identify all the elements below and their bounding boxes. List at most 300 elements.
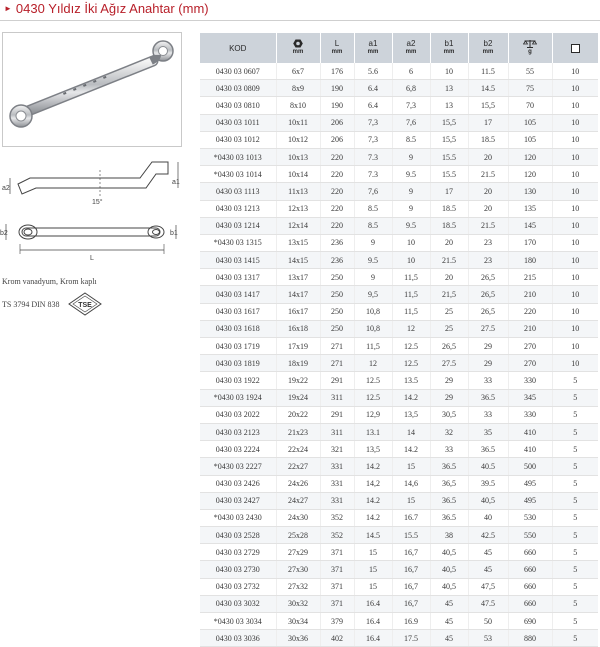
table-row[interactable] — [200, 131, 598, 148]
cell-size: 16x18 — [276, 320, 320, 337]
col-header-a1[interactable] — [354, 33, 392, 63]
table-row[interactable] — [200, 97, 598, 114]
cell-weight: 120 — [508, 166, 552, 183]
table-row[interactable] — [200, 63, 598, 80]
table-row[interactable] — [200, 423, 598, 440]
cell-b1: 21,5 — [430, 286, 468, 303]
cell-a1: 12,9 — [354, 406, 392, 423]
cell-length: 371 — [320, 544, 354, 561]
cell-b2: 20 — [468, 200, 508, 217]
cell-size: 22x24 — [276, 441, 320, 458]
table-row[interactable] — [200, 114, 598, 131]
cell-b2: 23 — [468, 252, 508, 269]
technical-drawing — [0, 150, 186, 262]
table-row[interactable] — [200, 303, 598, 320]
cell-b2: 35 — [468, 423, 508, 440]
cell-package-qty: 10 — [552, 166, 598, 183]
cell-a2: 6 — [392, 63, 430, 80]
cell-package-qty: 10 — [552, 303, 598, 320]
cell-b1: 26,5 — [430, 338, 468, 355]
table-row[interactable] — [200, 200, 598, 217]
cell-a1: 8.5 — [354, 200, 392, 217]
col-header-unit: mm — [443, 49, 455, 55]
cell-length: 271 — [320, 338, 354, 355]
cell-length: 206 — [320, 131, 354, 148]
cell-a2: 10 — [392, 252, 430, 269]
cell-size: 24x30 — [276, 509, 320, 526]
material-note: Krom vanadyum, Krom kaplı — [2, 277, 97, 286]
cell-weight: 105 — [508, 114, 552, 131]
cell-a2: 16,7 — [392, 544, 430, 561]
cell-a1: 12.5 — [354, 372, 392, 389]
cell-b2: 26,5 — [468, 303, 508, 320]
cell-weight: 530 — [508, 509, 552, 526]
table-row[interactable] — [200, 252, 598, 269]
cell-a1: 6.4 — [354, 97, 392, 114]
cell-a1: 16.4 — [354, 630, 392, 647]
col-header-unit: mm — [482, 49, 494, 55]
cell-a2: 13.5 — [392, 372, 430, 389]
cell-a1: 6.4 — [354, 80, 392, 97]
cell-kod: 0430 03 2427 — [200, 492, 276, 509]
cell-package-qty: 10 — [552, 234, 598, 251]
dim-angle-label: 15° — [92, 199, 103, 206]
table-row[interactable] — [200, 148, 598, 165]
cell-a2: 9 — [392, 148, 430, 165]
cell-b2: 45 — [468, 544, 508, 561]
cell-kod: *0430 03 2227 — [200, 458, 276, 475]
cell-length: 220 — [320, 200, 354, 217]
col-header-unit: g — [528, 49, 532, 55]
cell-size: 27x29 — [276, 544, 320, 561]
cell-a2: 12 — [392, 320, 430, 337]
cell-b2: 21.5 — [468, 166, 508, 183]
cell-kod: 0430 03 1011 — [200, 114, 276, 131]
cell-weight: 660 — [508, 578, 552, 595]
cell-b1: 25 — [430, 303, 468, 320]
cell-package-qty: 10 — [552, 97, 598, 114]
cell-length: 331 — [320, 458, 354, 475]
cell-kod: 0430 03 1113 — [200, 183, 276, 200]
cell-b1: 33 — [430, 441, 468, 458]
table-row[interactable] — [200, 286, 598, 303]
table-row[interactable] — [200, 475, 598, 492]
table-row[interactable] — [200, 320, 598, 337]
cell-size: 19x22 — [276, 372, 320, 389]
cell-a1: 14,2 — [354, 475, 392, 492]
tse-certification-icon — [68, 292, 102, 316]
cell-b1: 15.5 — [430, 166, 468, 183]
cell-b2: 42.5 — [468, 527, 508, 544]
col-header-label: a2 — [406, 39, 416, 48]
cell-weight: 75 — [508, 80, 552, 97]
cell-length: 176 — [320, 63, 354, 80]
cell-b2: 29 — [468, 338, 508, 355]
cell-a2: 17.5 — [392, 630, 430, 647]
cell-b2: 23 — [468, 234, 508, 251]
cell-size: 18x19 — [276, 355, 320, 372]
cell-weight: 105 — [508, 131, 552, 148]
cell-a2: 12.5 — [392, 338, 430, 355]
cell-weight: 550 — [508, 527, 552, 544]
cell-kod: 0430 03 2732 — [200, 578, 276, 595]
cell-a2: 14 — [392, 423, 430, 440]
cell-weight: 660 — [508, 561, 552, 578]
cell-a1: 7.3 — [354, 166, 392, 183]
cell-b2: 40,5 — [468, 492, 508, 509]
cell-length: 206 — [320, 114, 354, 131]
cell-weight: 410 — [508, 441, 552, 458]
cell-b1: 29 — [430, 372, 468, 389]
cell-length: 352 — [320, 527, 354, 544]
cell-b1: 20 — [430, 234, 468, 251]
cell-package-qty: 5 — [552, 613, 598, 630]
cell-b1: 10 — [430, 63, 468, 80]
cell-b2: 40 — [468, 509, 508, 526]
col-header-unit: mm — [292, 49, 304, 55]
cell-kod: 0430 03 1012 — [200, 131, 276, 148]
cell-length: 250 — [320, 320, 354, 337]
cell-a1: 7,3 — [354, 131, 392, 148]
cell-b2: 26,5 — [468, 269, 508, 286]
cell-a2: 16,7 — [392, 595, 430, 612]
col-header-size[interactable] — [276, 33, 320, 63]
cell-weight: 70 — [508, 97, 552, 114]
cell-kod: 0430 03 0607 — [200, 63, 276, 80]
cell-package-qty: 5 — [552, 509, 598, 526]
col-header-unit: mm — [331, 49, 343, 55]
standard-note: TS 3794 DIN 838 — [2, 300, 60, 309]
cell-b1: 13 — [430, 97, 468, 114]
cell-a1: 5.6 — [354, 63, 392, 80]
cell-length: 371 — [320, 578, 354, 595]
cell-b1: 36.5 — [430, 509, 468, 526]
cell-package-qty: 10 — [552, 320, 598, 337]
cell-weight: 210 — [508, 286, 552, 303]
col-header-unit: mm — [367, 49, 379, 55]
cell-a1: 9 — [354, 269, 392, 286]
cell-kod: 0430 03 1317 — [200, 269, 276, 286]
cell-package-qty: 10 — [552, 114, 598, 131]
spec-table — [200, 33, 598, 647]
cell-kod: 0430 03 2730 — [200, 561, 276, 578]
cell-a1: 9 — [354, 234, 392, 251]
cell-b1: 36.5 — [430, 492, 468, 509]
cell-b2: 26,5 — [468, 286, 508, 303]
cell-kod: 0430 03 3036 — [200, 630, 276, 647]
cell-b1: 13 — [430, 80, 468, 97]
hex-nut-icon — [293, 39, 303, 48]
table-row[interactable] — [200, 183, 598, 200]
cell-weight: 120 — [508, 148, 552, 165]
table-row[interactable] — [200, 509, 598, 526]
table-row[interactable] — [200, 544, 598, 561]
cell-b1: 17 — [430, 183, 468, 200]
cell-b1: 25 — [430, 320, 468, 337]
cell-package-qty: 5 — [552, 458, 598, 475]
table-row[interactable] — [200, 234, 598, 251]
cell-a1: 12.5 — [354, 389, 392, 406]
cell-kod: 0430 03 1618 — [200, 320, 276, 337]
table-row[interactable] — [200, 561, 598, 578]
cell-a2: 7,3 — [392, 97, 430, 114]
cell-b1: 45 — [430, 630, 468, 647]
cell-b1: 27.5 — [430, 355, 468, 372]
cell-length: 331 — [320, 475, 354, 492]
cell-kod: 0430 03 1719 — [200, 338, 276, 355]
cell-kod: 0430 03 1214 — [200, 217, 276, 234]
cell-a2: 6,8 — [392, 80, 430, 97]
cell-b1: 20 — [430, 269, 468, 286]
cell-a1: 15 — [354, 578, 392, 595]
cell-a2: 9.5 — [392, 166, 430, 183]
cell-length: 220 — [320, 217, 354, 234]
col-header-label: b2 — [483, 39, 493, 48]
cell-length: 220 — [320, 148, 354, 165]
cell-b2: 20 — [468, 183, 508, 200]
cell-kod: *0430 03 1013 — [200, 148, 276, 165]
cell-length: 352 — [320, 509, 354, 526]
cell-a2: 16,7 — [392, 578, 430, 595]
cell-a1: 8.5 — [354, 217, 392, 234]
cell-size: 13x17 — [276, 269, 320, 286]
table-row[interactable] — [200, 441, 598, 458]
cell-size: 20x22 — [276, 406, 320, 423]
table-row[interactable] — [200, 527, 598, 544]
cell-weight: 330 — [508, 372, 552, 389]
cell-a1: 15 — [354, 544, 392, 561]
cell-size: 30x36 — [276, 630, 320, 647]
cell-a2: 11,5 — [392, 286, 430, 303]
cell-package-qty: 5 — [552, 423, 598, 440]
cell-a2: 16.7 — [392, 509, 430, 526]
cell-a1: 16.4 — [354, 595, 392, 612]
bullet-arrow-icon: ► — [4, 4, 12, 13]
wrench-dimension-diagram — [0, 150, 186, 262]
cell-b2: 47.5 — [468, 595, 508, 612]
cell-package-qty: 5 — [552, 578, 598, 595]
cell-a1: 16.4 — [354, 613, 392, 630]
table-row[interactable] — [200, 630, 598, 647]
cell-b1: 21.5 — [430, 252, 468, 269]
cell-a2: 14.2 — [392, 389, 430, 406]
cell-package-qty: 5 — [552, 595, 598, 612]
cell-b1: 40,5 — [430, 544, 468, 561]
spec-table-body — [200, 63, 598, 647]
cell-package-qty: 10 — [552, 63, 598, 80]
cell-a2: 8.5 — [392, 131, 430, 148]
cell-package-qty: 5 — [552, 389, 598, 406]
table-row[interactable] — [200, 80, 598, 97]
cell-kod: 0430 03 2528 — [200, 527, 276, 544]
cell-size: 24x26 — [276, 475, 320, 492]
cell-size: 8x9 — [276, 80, 320, 97]
cell-package-qty: 10 — [552, 355, 598, 372]
cell-length: 250 — [320, 269, 354, 286]
cell-kod: 0430 03 2224 — [200, 441, 276, 458]
cell-kod: *0430 03 3034 — [200, 613, 276, 630]
cell-size: 19x24 — [276, 389, 320, 406]
cell-b1: 15.5 — [430, 148, 468, 165]
page-title — [4, 0, 209, 20]
cell-package-qty: 5 — [552, 372, 598, 389]
page-title-text: 0430 Yıldız İki Ağız Anahtar (mm) — [15, 1, 209, 16]
cell-package-qty: 5 — [552, 630, 598, 647]
table-row[interactable] — [200, 406, 598, 423]
cell-b1: 15,5 — [430, 131, 468, 148]
cell-a2: 16,7 — [392, 561, 430, 578]
table-row[interactable] — [200, 355, 598, 372]
cell-a2: 15 — [392, 458, 430, 475]
table-header-row — [200, 33, 598, 63]
cell-weight: 270 — [508, 338, 552, 355]
cell-weight: 495 — [508, 492, 552, 509]
cell-package-qty: 10 — [552, 286, 598, 303]
cell-a2: 7,6 — [392, 114, 430, 131]
cell-b2: 11.5 — [468, 63, 508, 80]
cell-weight: 500 — [508, 458, 552, 475]
cell-b2: 29 — [468, 355, 508, 372]
cell-a1: 14.2 — [354, 509, 392, 526]
table-row[interactable] — [200, 613, 598, 630]
cell-package-qty: 5 — [552, 441, 598, 458]
cell-a2: 14.2 — [392, 441, 430, 458]
cell-length: 311 — [320, 423, 354, 440]
col-header-b2[interactable] — [468, 33, 508, 63]
cell-size: 30x34 — [276, 613, 320, 630]
cell-b2: 20 — [468, 148, 508, 165]
table-row[interactable] — [200, 269, 598, 286]
cell-a1: 13,5 — [354, 441, 392, 458]
cell-a2: 9 — [392, 183, 430, 200]
cell-kod: 0430 03 3032 — [200, 595, 276, 612]
cell-b1: 45 — [430, 595, 468, 612]
cell-package-qty: 10 — [552, 131, 598, 148]
table-row[interactable] — [200, 578, 598, 595]
cell-size: 13x15 — [276, 234, 320, 251]
cell-a1: 10,8 — [354, 303, 392, 320]
cell-b2: 36.5 — [468, 389, 508, 406]
cell-a2: 14,6 — [392, 475, 430, 492]
cell-weight: 135 — [508, 200, 552, 217]
cell-size: 12x14 — [276, 217, 320, 234]
table-row[interactable] — [200, 492, 598, 509]
col-header-b1[interactable] — [430, 33, 468, 63]
cell-length: 321 — [320, 441, 354, 458]
table-row[interactable] — [200, 166, 598, 183]
cell-b2: 39.5 — [468, 475, 508, 492]
cell-kod: 0430 03 1213 — [200, 200, 276, 217]
cell-size: 22x27 — [276, 458, 320, 475]
tse-logo — [68, 292, 102, 316]
cell-kod: 0430 03 1819 — [200, 355, 276, 372]
cell-length: 271 — [320, 355, 354, 372]
cell-b2: 21.5 — [468, 217, 508, 234]
table-row[interactable] — [200, 389, 598, 406]
cell-b1: 38 — [430, 527, 468, 544]
cell-b2: 18.5 — [468, 131, 508, 148]
cell-length: 291 — [320, 372, 354, 389]
col-header-unit: mm — [405, 49, 417, 55]
table-row[interactable] — [200, 458, 598, 475]
cell-length: 331 — [320, 492, 354, 509]
cell-kod: 0430 03 2426 — [200, 475, 276, 492]
cell-size: 6x7 — [276, 63, 320, 80]
cell-b2: 27.5 — [468, 320, 508, 337]
cell-length: 190 — [320, 97, 354, 114]
cell-a1: 7,3 — [354, 114, 392, 131]
table-row[interactable] — [200, 372, 598, 389]
cell-a2: 13,5 — [392, 406, 430, 423]
cell-kod: 0430 03 2123 — [200, 423, 276, 440]
cell-package-qty: 10 — [552, 252, 598, 269]
cell-b2: 40.5 — [468, 458, 508, 475]
cell-b2: 47,5 — [468, 578, 508, 595]
cell-weight: 880 — [508, 630, 552, 647]
table-row[interactable] — [200, 595, 598, 612]
cell-weight: 210 — [508, 320, 552, 337]
cell-a2: 9.5 — [392, 217, 430, 234]
product-photo — [2, 32, 182, 147]
cell-weight: 330 — [508, 406, 552, 423]
cell-a1: 7.3 — [354, 148, 392, 165]
cell-a2: 10 — [392, 234, 430, 251]
cell-b2: 36.5 — [468, 441, 508, 458]
cell-weight: 410 — [508, 423, 552, 440]
cell-size: 27x30 — [276, 561, 320, 578]
cell-a1: 10,8 — [354, 320, 392, 337]
cell-weight: 180 — [508, 252, 552, 269]
cell-size: 27x32 — [276, 578, 320, 595]
cell-a1: 9.5 — [354, 252, 392, 269]
cell-weight: 345 — [508, 389, 552, 406]
cell-size: 10x13 — [276, 148, 320, 165]
cell-length: 379 — [320, 613, 354, 630]
cell-length: 236 — [320, 252, 354, 269]
table-row[interactable] — [200, 217, 598, 234]
cell-size: 8x10 — [276, 97, 320, 114]
cell-a2: 9 — [392, 200, 430, 217]
col-header-kod[interactable] — [200, 33, 276, 63]
title-divider — [0, 20, 600, 21]
cell-package-qty: 5 — [552, 492, 598, 509]
cell-package-qty: 10 — [552, 200, 598, 217]
cell-b1: 18.5 — [430, 217, 468, 234]
cell-a1: 11,5 — [354, 338, 392, 355]
dim-a2-label: a2 — [2, 185, 10, 192]
cell-size: 12x13 — [276, 200, 320, 217]
cell-size: 10x14 — [276, 166, 320, 183]
cell-weight: 690 — [508, 613, 552, 630]
cell-weight: 270 — [508, 355, 552, 372]
cell-size: 16x17 — [276, 303, 320, 320]
cell-length: 402 — [320, 630, 354, 647]
cell-a1: 13.1 — [354, 423, 392, 440]
table-row[interactable] — [200, 338, 598, 355]
cell-b2: 45 — [468, 561, 508, 578]
col-header-l[interactable] — [320, 33, 354, 63]
col-header-package[interactable] — [552, 33, 598, 63]
col-header-label: b1 — [444, 39, 454, 48]
cell-package-qty: 5 — [552, 527, 598, 544]
cell-b2: 17 — [468, 114, 508, 131]
cell-a2: 15.5 — [392, 527, 430, 544]
dim-b2-label: b2 — [0, 230, 8, 237]
wrench-photo-illustration — [3, 33, 181, 146]
col-header-a2[interactable] — [392, 33, 430, 63]
col-header-weight[interactable] — [508, 33, 552, 63]
cell-package-qty: 10 — [552, 148, 598, 165]
